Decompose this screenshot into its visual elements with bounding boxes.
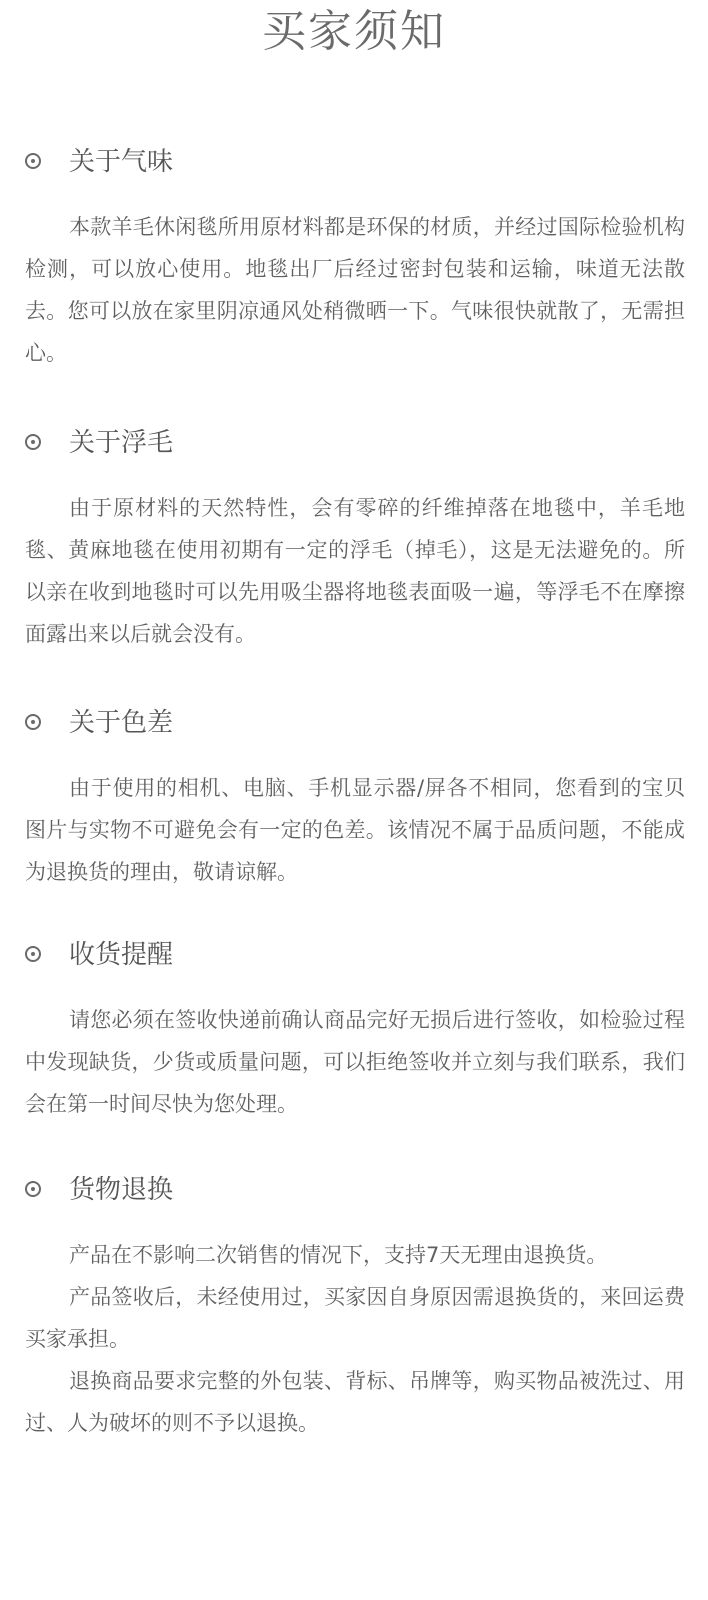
section-smell [25, 146, 685, 374]
section-body [25, 1234, 685, 1444]
section-title: 货物退换 [69, 1175, 174, 1205]
section-paragraph: 由于原材料的天然特性，会有零碎的纤维掉落在地毯中，羊毛地毯、黄麻地毯在使用初期有一定的浮毛（掉毛），这是无法避免的。所以亲在收到地毯时可以先用吸尘器将地毯表面吸一遍，等浮毛不在摩擦面露出来以后就会没有。 [25, 496, 685, 646]
section-title: 关于气味 [69, 147, 174, 177]
section-paragraph: 本款羊毛休闲毯所用原材料都是环保的材质，并经过国际检验机构检测，可以放心使用。地毯出厂后经过密封包装和运输，味道无法散去。您可以放在家里阴凉通风处稍微晒一下。气味很快就散了，无需担心。 [25, 215, 685, 365]
section-header [25, 707, 685, 743]
target-circle-icon [25, 1181, 41, 1197]
section-body [25, 767, 685, 893]
section-receipt-reminder [25, 939, 685, 1125]
target-circle-icon [25, 153, 41, 169]
section-header [25, 427, 685, 463]
section-paragraph: 退换商品要求完整的外包装、背标、吊牌等，购买物品被洗过、用过、人为破坏的则不予以退换。 [25, 1369, 685, 1435]
section-title: 关于色差 [69, 708, 174, 738]
section-title: 收货提醒 [69, 940, 174, 970]
section-color-difference [25, 707, 685, 893]
target-circle-icon [25, 434, 41, 450]
target-circle-icon [25, 946, 41, 962]
section-body [25, 487, 685, 655]
page-title: 买家须知 [262, 6, 446, 57]
section-header [25, 1174, 685, 1210]
section-title: 关于浮毛 [69, 428, 174, 458]
section-header [25, 146, 685, 182]
section-body [25, 999, 685, 1125]
section-header [25, 939, 685, 975]
section-loose-fiber [25, 427, 685, 655]
section-paragraph: 产品在不影响二次销售的情况下，支持7天无理由退换货。 [69, 1243, 608, 1267]
section-paragraph: 由于使用的相机、电脑、手机显示器/屏各不相同，您看到的宝贝图片与实物不可避免会有一定的色差。该情况不属于品质问题，不能成为退换货的理由，敬请谅解。 [25, 776, 685, 884]
section-paragraph: 产品签收后，未经使用过，买家因自身原因需退换货的，来回运费买家承担。 [25, 1285, 685, 1351]
section-paragraph: 请您必须在签收快递前确认商品完好无损后进行签收，如检验过程中发现缺货，少货或质量问题，可以拒绝签收并立刻与我们联系，我们会在第一时间尽快为您处理。 [25, 1008, 685, 1116]
section-body [25, 206, 685, 374]
section-returns [25, 1174, 685, 1444]
target-circle-icon [25, 714, 41, 730]
